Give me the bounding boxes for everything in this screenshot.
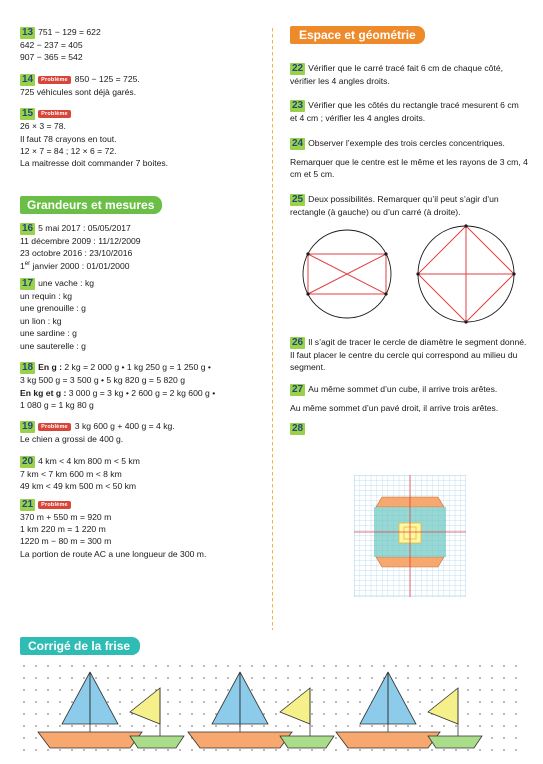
ex22-text: 22 Vérifier que le carré tracé fait 6 cm de chaque côté, vérifier les 4 angles droits. [290,63,504,86]
ex20-line2: 7 km < 7 km 600 m < 8 km [20,468,122,479]
frieze-figure [22,664,522,756]
ex-number-13: 13 [22,27,34,38]
probleme-badge: Problème [38,76,71,84]
ex17-line4: un lion : kg [20,315,62,326]
ex-number-19: 19 [22,421,34,433]
ex16-line2: 11 décembre 2009 : 11/12/2009 [20,235,141,246]
ex17-line1: 17 une vache : kg [22,278,95,290]
ex-number-18: 18 [22,362,34,374]
left-column [20,26,252,560]
ex15-line1: 26 × 3 = 78. [20,121,66,132]
ex19-line2: Le chien a grossi de 400 g. [20,434,124,445]
ex-number-16: 16 [22,222,34,234]
ex26-text: 26 Il s’agit de tracer le cercle de diamètre le segment donné. Il faut placer le centre du cercle qui correspond au milieu du segment. [290,337,527,373]
ex-number-28: 28 [292,423,304,435]
ex16-line4: 1er janvier 2000 : 01/01/2000 [20,260,130,271]
ex28-symmetry-figure [354,475,466,597]
ex-number-22: 22 [292,63,304,74]
ex24-text2: Remarquer que le centre est le même et les rayons de 3 cm, 4 cm et 5 cm. [290,156,528,180]
section-title-grandeurs: Grandeurs et mesures [20,196,162,214]
probleme-badge: Problème [38,110,71,118]
ex-number-20: 20 [22,455,34,467]
ex-number-21: 21 [22,498,34,510]
ex21-line4: La portion de route AC a une longueur de 300 m. [20,548,207,559]
ex15-line2: Il faut 78 crayons en tout. [20,133,117,144]
ex21-head [20,498,252,511]
ex17-line3: une grenouille : g [20,303,86,314]
ex-number-27: 27 [292,383,304,395]
probleme-badge: Problème [38,423,71,431]
ex20-line3: 49 km < 49 km 500 m < 50 km [20,481,137,492]
frieze-title: Corrigé de la frise [20,637,140,655]
ex15-line4: La maitresse doit commander 7 boites. [20,158,169,169]
ex23-text: 23 Vérifier que les côtés du rectangle tracé mesurent 6 cm et 4 cm ; vérifier les 4 angles droits. [290,100,519,124]
ex13-line3: 907 − 365 = 542 [20,52,83,63]
ex14-line1: 14 Problème 850 − 125 = 725. [22,73,140,85]
column-divider [272,28,273,630]
ex18-line3: En kg et g : 3 000 g = 3 kg • 2 600 g = 2 kg 600 g • [20,387,216,398]
ex-number-17: 17 [22,278,34,290]
ex28-head [290,422,528,435]
ex-number-26: 26 [292,337,304,349]
ex18-line4: 1 080 g = 1 kg 80 g [20,399,94,410]
ex17-line6: une sauterelle : g [20,340,86,351]
ex17-line5: une sardine : g [20,328,77,339]
ex-number-23: 23 [292,100,304,112]
ex-number-14: 14 [22,73,34,85]
ex16-line1: 16 5 mai 2017 : 05/05/2017 [22,222,131,234]
ex20-line1: 20 4 km < 4 km 800 m < 5 km [22,455,140,467]
ex25-text: 25 Deux possibilités. Remarquer qu’il peut s’agir d’un rectangle (à gauche) ou d’un carré (à droite). [290,193,499,217]
ex21-line2: 1 km 220 m = 1 220 m [20,523,106,534]
ex17-line2: un requin : kg [20,291,73,302]
ex21-line1: 370 m + 550 m = 920 m [20,511,112,522]
ex27-text2: Au même sommet d’un pavé droit, il arrive trois arêtes. [290,402,499,413]
ex13-line2: 642 − 237 = 405 [20,40,83,50]
right-column [290,26,528,435]
ex-number-24: 24 [292,137,304,149]
ex25-circles-figure [290,224,528,324]
ex-number-15: 15 [22,108,34,120]
probleme-badge: Problème [38,501,71,509]
ex18-line1: 18 En g : 2 kg = 2 000 g • 1 kg 250 g = 1 250 g • [22,362,211,374]
ex19-line1: 19 Problème 3 kg 600 g + 400 g = 4 kg. [22,421,175,433]
ex14-line2: 725 véhicules sont déjà garés. [20,86,137,97]
ex21-line3: 1220 m − 80 m = 300 m [20,536,112,547]
ex15-head [20,107,252,120]
ex15-line3: 12 × 7 = 84 ; 12 × 6 = 72. [20,146,117,157]
ex-number-25: 25 [292,193,304,205]
ex18-line2: 3 kg 500 g = 3 500 g • 5 kg 820 g = 5 820 g [20,375,185,386]
ex13-line1: 13 751 − 129 = 622 [22,27,101,38]
ex27-text: 27 Au même sommet d’un cube, il arrive trois arêtes. [292,383,498,395]
ex24-text: 24 Observer l’exemple des trois cercles concentriques. [292,137,505,149]
section-title-espace: Espace et géométrie [290,26,425,44]
ex16-line3: 23 octobre 2016 : 23/10/2016 [20,248,133,259]
